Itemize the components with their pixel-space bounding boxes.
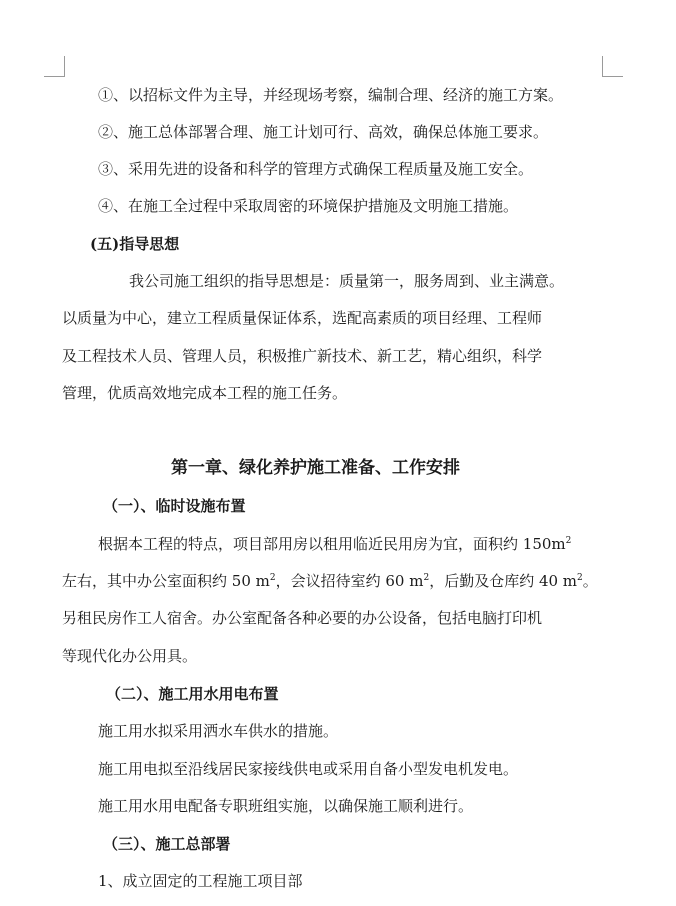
section-heading-guiding: (五)指导思想 [90, 235, 180, 253]
guiding-text-line-2: 以质量为中心，建立工程质量保证体系，选配高素质的项目经理、工程师 [62, 309, 543, 327]
temp-text-line-2-part-d: 。 [582, 572, 598, 590]
temp-text-line-2-part-a: 左右，其中办公室面积约 50 m [62, 572, 270, 590]
temp-text-line-3: 另租民房作工人宿舍。办公室配备各种必要的办公设备，包括电脑打印机 [62, 609, 543, 627]
superscript-2: 2 [577, 573, 583, 583]
water-text-line-2: 施工用电拟至沿线居民家接线供电或采用自备小型发电机发电。 [98, 760, 519, 778]
guiding-text-line-4: 管理，优质高效地完成本工程的施工任务。 [62, 384, 348, 402]
temp-text-line-2 [62, 571, 598, 591]
temp-text-line-1 [98, 534, 571, 554]
superscript-2: 2 [269, 573, 276, 583]
temp-text-line-4: 等现代化办公用具。 [62, 647, 198, 665]
goal-3: ③、采用先进的设备和科学的管理方式确保工程质量及施工安全。 [98, 160, 534, 178]
section-heading-temporary-facilities: （一）、临时设施布置 [103, 497, 246, 515]
guiding-text-line-3: 及工程技术人员、管理人员，积极推广新技术、新工艺，精心组织，科学 [62, 347, 543, 365]
deployment-item-1: 1、成立固定的工程施工项目部 [98, 872, 303, 890]
page-corner-mark-left [44, 56, 65, 77]
goal-4: ④、在施工全过程中采取周密的环境保护措施及文明施工措施。 [98, 197, 519, 215]
temp-text-line-2-part-c: ，后勤及仓库约 40 m [429, 572, 578, 590]
goal-1: ①、以招标文件为主导，并经现场考察，编制合理、经济的施工方案。 [98, 86, 564, 104]
temp-text-line-1-main: 根据本工程的特点，项目部用房以租用临近民用房为宜，面积约 150m [98, 535, 566, 553]
water-text-line-1: 施工用水拟采用洒水车供水的措施。 [98, 722, 339, 740]
temp-text-line-2-part-b: ，会议招待室约 60 m [275, 572, 424, 590]
superscript-2: 2 [423, 573, 430, 583]
section-heading-water-electricity: （二）、施工用水用电布置 [106, 685, 279, 703]
section-heading-deployment: （三）、施工总部署 [103, 835, 231, 853]
goal-2: ②、施工总体部署合理、施工计划可行、高效，确保总体施工要求。 [98, 123, 549, 141]
page-corner-mark-right [602, 56, 623, 77]
water-text-line-3: 施工用水用电配备专职班组实施，以确保施工顺利进行。 [98, 797, 474, 815]
superscript-2: 2 [565, 536, 572, 546]
chapter-title: 第一章、绿化养护施工准备、工作安排 [171, 458, 460, 478]
guiding-text-line-1: 我公司施工组织的指导思想是：质量第一，服务周到、业主满意。 [129, 272, 565, 290]
